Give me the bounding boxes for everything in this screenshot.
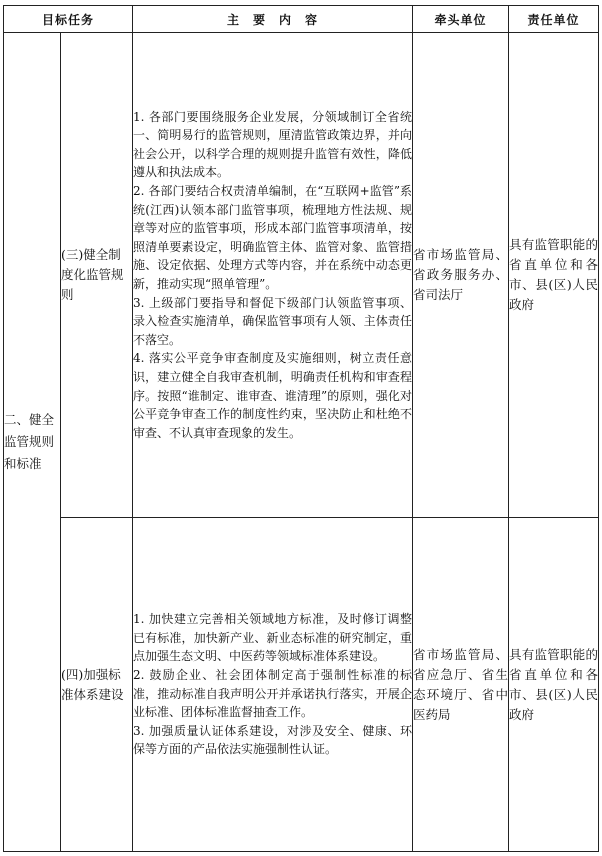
content-item: 1. 加快建立完善相关领域地方标准，及时修订调整已有标准，加快新产业、新业态标准的研究制定，重点加强生态文明、中医药等领域标准体系建设。: [133, 612, 413, 664]
table-row: [4, 518, 599, 852]
content-item: 2. 各部门要结合权责清单编制，在“互联网+监管”系统(江西)认领本部门监管事项，梳理地方性法规、规章等对应的监管事项，形成本部门监管事项清单，按照清单要素设定，明确监管主体、监管对象、监管措施、设定依据、处理方式等内容，并在系统中动态更新，推动实现“照单管理”。: [133, 184, 413, 291]
lead-unit-cell: 省市场监管局、省政务服务办、省司法厅: [413, 33, 509, 518]
responsible-unit-cell: 具有监管职能的省直单位和各市、县(区)人民政府: [509, 518, 599, 852]
header-responsible-unit: 责任单位: [509, 6, 599, 33]
task-cell: (四)加强标准体系建设: [61, 518, 133, 852]
content-item: 1. 各部门要围绕服务企业发展，分领域制订全省统一、简明易行的监管规则，厘清监管政策边界，并向社会公开，以科学合理的规则提升监管有效性，降低遵从和执法成本。: [133, 109, 413, 180]
content-cell: [133, 33, 413, 518]
content-item: 3. 加强质量认证体系建设，对涉及安全、健康、环保等方面的产品依法实施强制性认证。: [133, 723, 413, 757]
task-table: [3, 5, 599, 852]
table-row: [4, 33, 599, 518]
header-row: [4, 6, 599, 33]
header-lead-unit: 牵头单位: [413, 6, 509, 33]
responsible-unit-cell: 具有监管职能的省直单位和各市、县(区)人民政府: [509, 33, 599, 518]
task-cell: (三)健全制度化监管规则: [61, 33, 133, 518]
header-goal-task: 目标任务: [4, 6, 133, 33]
content-item: 2. 鼓励企业、社会团体制定高于强制性标准的标准，推动标准自我声明公开并承诺执行落实，开展企业标准、团体标准监督抽查工作。: [133, 667, 413, 720]
header-content: 主 要 内 容: [133, 6, 413, 33]
content-item: 4. 落实公平竞争审查制度及实施细则，树立责任意识，建立健全自我审查机制，明确责任机构和审查程序。按照“谁制定、谁审查、谁清理”的原则，强化对公平竞争审查工作的制度性约束，坚决防止和杜绝不审查、不认真审查现象的发生。: [133, 351, 413, 440]
content-cell: [133, 518, 413, 852]
content-item: 3. 上级部门要指导和督促下级部门认领监管事项、录入检查实施清单，确保监管事项有人领、主体责任不落空。: [133, 295, 413, 347]
lead-unit-cell: 省市场监管局、省应急厅、省生态环境厅、省中医药局: [413, 518, 509, 852]
goal-cell: 二、健全监管规则和标准: [4, 33, 61, 852]
